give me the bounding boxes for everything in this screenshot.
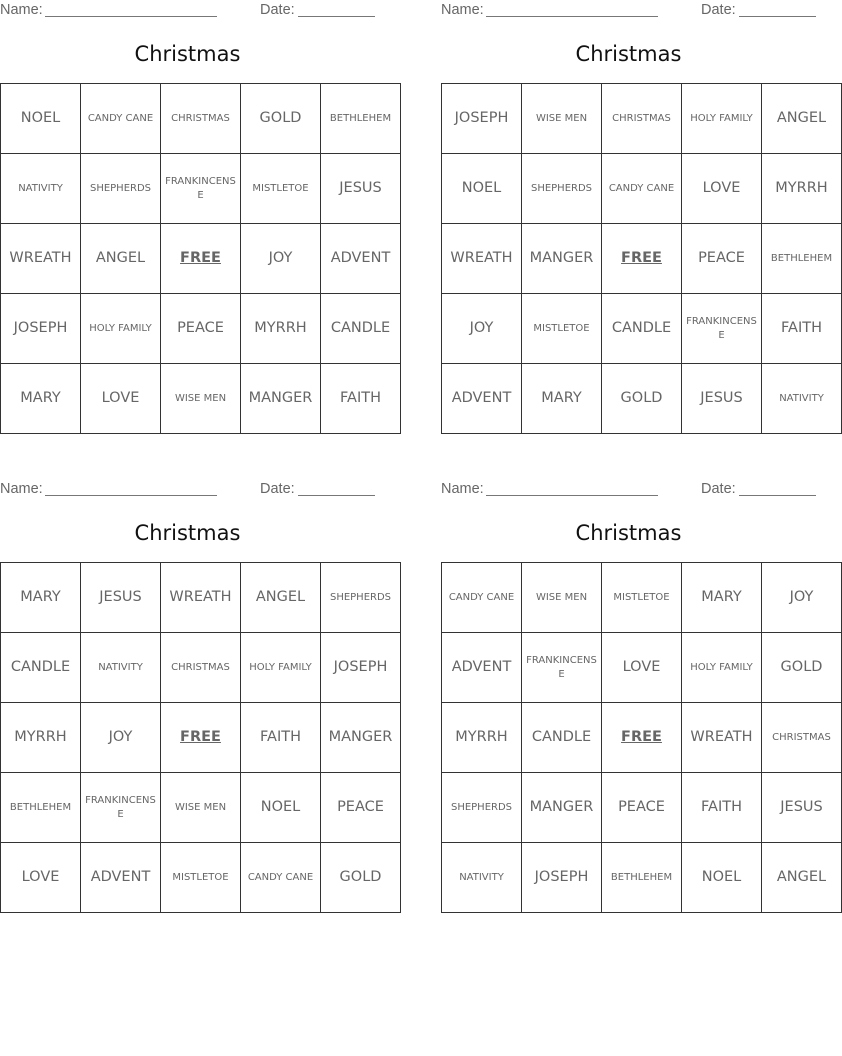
bingo-cell[interactable]: SHEPHERDS [442,773,522,843]
bingo-cell[interactable]: BETHLEHEM [1,773,81,843]
bingo-cell[interactable]: GOLD [762,633,842,703]
grid-row [442,773,842,843]
bingo-cell[interactable]: FRANKINCENSE [81,773,161,843]
bingo-cell[interactable]: MARY [522,364,602,434]
bingo-cell[interactable]: CANDY CANE [241,843,321,913]
free-space[interactable]: FREE [602,703,682,773]
bingo-cell[interactable]: ANGEL [762,843,842,913]
bingo-cell[interactable]: NATIVITY [1,154,81,224]
bingo-cell[interactable]: MANGER [522,224,602,294]
bingo-cell[interactable]: JOY [81,703,161,773]
bingo-cell[interactable]: PEACE [602,773,682,843]
grid-row [1,843,401,913]
bingo-cell[interactable]: CANDY CANE [602,154,682,224]
grid-row [1,633,401,703]
bingo-cell[interactable]: CHRISTMAS [161,633,241,703]
bingo-cell[interactable]: NATIVITY [442,843,522,913]
bingo-cell[interactable]: MYRRH [1,703,81,773]
bingo-cell[interactable]: JESUS [81,563,161,633]
card-title: Christmas [134,521,241,545]
bingo-cell[interactable]: WISE MEN [161,773,241,843]
bingo-card-2 [441,0,833,435]
bingo-cell[interactable]: JOY [241,224,321,294]
bingo-cell[interactable]: GOLD [241,84,321,154]
date-label: Date: [701,481,736,497]
bingo-cell[interactable]: JESUS [762,773,842,843]
free-space[interactable]: FREE [161,224,241,294]
bingo-cell[interactable]: SHEPHERDS [81,154,161,224]
grid-row [1,224,401,294]
bingo-cell[interactable]: JOSEPH [1,294,81,364]
bingo-cell[interactable]: NOEL [241,773,321,843]
bingo-cell[interactable]: MANGER [321,703,401,773]
bingo-grid [0,83,401,434]
bingo-cell[interactable]: WREATH [161,563,241,633]
bingo-cell[interactable]: JOSEPH [522,843,602,913]
bingo-cell[interactable]: MISTLETOE [522,294,602,364]
bingo-cell[interactable]: MARY [1,563,81,633]
free-space[interactable]: FREE [161,703,241,773]
bingo-cell[interactable]: JOY [442,294,522,364]
bingo-cell[interactable]: HOLY FAMILY [241,633,321,703]
grid-row [442,154,842,224]
name-date-header [0,481,375,499]
bingo-cell[interactable]: LOVE [602,633,682,703]
bingo-cell[interactable]: ADVENT [442,364,522,434]
bingo-cell[interactable]: MISTLETOE [241,154,321,224]
bingo-cell[interactable]: CANDY CANE [442,563,522,633]
name-date-header [441,2,816,20]
date-line[interactable] [298,16,375,17]
bingo-cell[interactable]: SHEPHERDS [321,563,401,633]
card-title: Christmas [575,521,682,545]
bingo-cell[interactable]: CANDLE [321,294,401,364]
name-date-header [0,2,375,20]
bingo-cell[interactable]: ADVENT [442,633,522,703]
date-label: Date: [260,481,295,497]
bingo-cell[interactable]: JOSEPH [442,84,522,154]
name-label: Name: [441,481,484,497]
bingo-cell[interactable]: NOEL [442,154,522,224]
bingo-cell[interactable]: ANGEL [81,224,161,294]
grid-row [1,773,401,843]
grid-row [1,563,401,633]
bingo-cell[interactable]: PEACE [321,773,401,843]
date-line[interactable] [739,495,816,496]
bingo-cell[interactable]: BETHLEHEM [602,843,682,913]
bingo-cell[interactable]: ANGEL [241,563,321,633]
date-line[interactable] [298,495,375,496]
bingo-cell[interactable]: NOEL [1,84,81,154]
bingo-grid [0,562,401,913]
bingo-cell[interactable]: BETHLEHEM [321,84,401,154]
grid-row [1,294,401,364]
card-title: Christmas [575,42,682,66]
bingo-cell[interactable]: HOLY FAMILY [81,294,161,364]
bingo-cell[interactable]: FRANKINCENSE [161,154,241,224]
bingo-cell[interactable]: NATIVITY [81,633,161,703]
bingo-cell[interactable]: MANGER [522,773,602,843]
bingo-cell[interactable]: ANGEL [762,84,842,154]
bingo-cell[interactable]: JOY [762,563,842,633]
bingo-cell[interactable]: MYRRH [442,703,522,773]
card-title: Christmas [134,42,241,66]
bingo-cell[interactable]: CHRISTMAS [762,703,842,773]
grid-row [442,633,842,703]
bingo-cell[interactable]: WREATH [1,224,81,294]
bingo-cell[interactable]: SHEPHERDS [522,154,602,224]
bingo-cell[interactable]: GOLD [602,364,682,434]
name-line[interactable] [486,16,658,17]
grid-row [442,563,842,633]
bingo-cell[interactable]: NOEL [682,843,762,913]
bingo-cell[interactable]: CANDLE [522,703,602,773]
bingo-cell[interactable]: CANDLE [602,294,682,364]
bingo-cell[interactable]: NATIVITY [762,364,842,434]
name-line[interactable] [45,16,217,17]
bingo-cell[interactable]: FRANKINCENSE [682,294,762,364]
grid-row [442,364,842,434]
bingo-cell[interactable]: PEACE [682,224,762,294]
bingo-cell[interactable]: LOVE [81,364,161,434]
grid-row [442,224,842,294]
bingo-cell[interactable]: CANDY CANE [81,84,161,154]
grid-row [1,154,401,224]
bingo-cell[interactable]: JESUS [321,154,401,224]
bingo-cell[interactable]: MISTLETOE [161,843,241,913]
bingo-card-4 [441,479,831,914]
bingo-cell[interactable]: BETHLEHEM [762,224,842,294]
bingo-cell[interactable]: FAITH [762,294,842,364]
bingo-cell[interactable]: HOLY FAMILY [682,84,762,154]
bingo-cell[interactable]: WISE MEN [522,84,602,154]
bingo-cell[interactable]: LOVE [1,843,81,913]
bingo-card-1 [0,0,392,435]
bingo-cell[interactable]: WISE MEN [522,563,602,633]
bingo-cell[interactable]: LOVE [682,154,762,224]
bingo-cell[interactable]: WISE MEN [161,364,241,434]
name-line[interactable] [45,495,217,496]
grid-row [442,703,842,773]
bingo-cell[interactable]: FAITH [241,703,321,773]
bingo-grid [441,562,842,913]
grid-row [1,364,401,434]
grid-row [442,843,842,913]
bingo-cell[interactable]: MYRRH [241,294,321,364]
bingo-cell[interactable]: MARY [682,563,762,633]
bingo-cell[interactable]: CHRISTMAS [602,84,682,154]
bingo-grid [441,83,842,434]
bingo-cell[interactable]: ADVENT [81,843,161,913]
date-line[interactable] [739,16,816,17]
name-date-header [441,481,816,499]
bingo-cell[interactable]: CANDLE [1,633,81,703]
grid-row [1,84,401,154]
bingo-cell[interactable]: MISTLETOE [602,563,682,633]
name-line[interactable] [486,495,658,496]
bingo-cell[interactable]: PEACE [161,294,241,364]
bingo-cell[interactable]: JESUS [682,364,762,434]
bingo-cell[interactable]: JOSEPH [321,633,401,703]
bingo-cell[interactable]: WREATH [682,703,762,773]
grid-row [442,294,842,364]
bingo-cell[interactable]: WREATH [442,224,522,294]
grid-row [442,84,842,154]
date-label: Date: [260,2,295,18]
bingo-cell[interactable]: ADVENT [321,224,401,294]
bingo-cell[interactable]: GOLD [321,843,401,913]
bingo-cell[interactable]: FAITH [682,773,762,843]
bingo-cell[interactable]: CHRISTMAS [161,84,241,154]
name-label: Name: [441,2,484,18]
date-label: Date: [701,2,736,18]
bingo-card-3 [0,479,393,914]
bingo-cell[interactable]: MARY [1,364,81,434]
bingo-cell[interactable]: FAITH [321,364,401,434]
bingo-cell[interactable]: HOLY FAMILY [682,633,762,703]
name-label: Name: [0,2,43,18]
bingo-cell[interactable]: MYRRH [762,154,842,224]
bingo-cell[interactable]: MANGER [241,364,321,434]
name-label: Name: [0,481,43,497]
free-space[interactable]: FREE [602,224,682,294]
grid-row [1,703,401,773]
bingo-cell[interactable]: FRANKINCENSE [522,633,602,703]
